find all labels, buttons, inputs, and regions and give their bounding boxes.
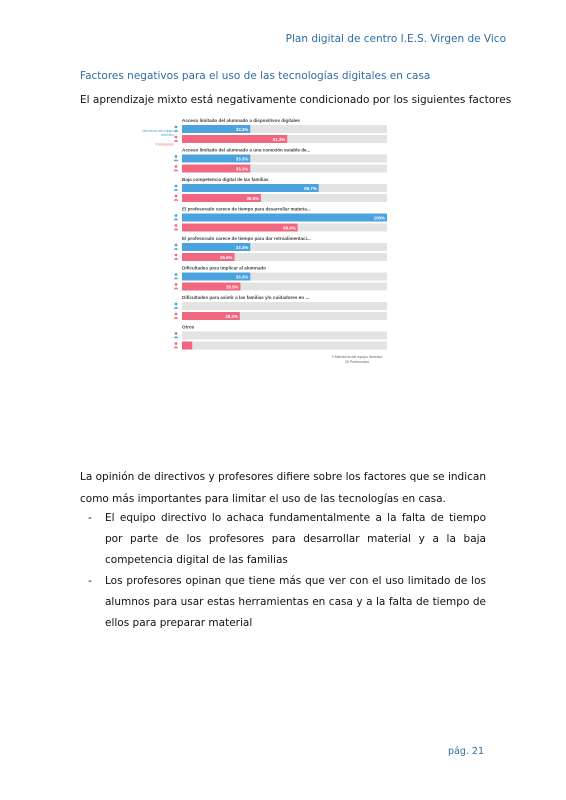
legend-label-directivos-cont: directivo xyxy=(161,133,174,137)
person-icon xyxy=(174,165,179,171)
bar xyxy=(182,184,319,192)
category-label: Acceso limitado del alumnado a una conexión estable de... xyxy=(182,147,311,153)
bullet-item xyxy=(80,508,486,571)
bullet-list xyxy=(80,508,486,634)
bar-track xyxy=(182,342,387,350)
bullet-text: Los profesores opinan que tiene más que ver con el uso limitado de los alumnos para usar estas herramientas en casa y a la falta de tiempo de ellos para preparar material xyxy=(105,575,486,629)
person-icon xyxy=(174,224,179,230)
category-label: Dificultades para implicar al alumnado xyxy=(182,265,266,271)
person-icon xyxy=(174,254,179,260)
dash-marker: - xyxy=(88,575,92,587)
data-label: 33.3% xyxy=(235,156,249,162)
section-heading: Factores negativos para el uso de las tecnologías digitales en casa xyxy=(80,70,431,82)
data-label: 51.3% xyxy=(272,136,286,142)
category-label: Otros xyxy=(182,324,195,330)
data-label: 56.4% xyxy=(283,225,296,231)
person-icon xyxy=(174,214,179,220)
bullet-item xyxy=(80,571,486,634)
intro-sentence: El aprendizaje mixto está negativamente condicionado por los siguientes factores xyxy=(80,94,512,106)
page-number: pág. 21 xyxy=(447,746,484,757)
category-label: El profesorado carece de tiempo para desarrollar materia... xyxy=(182,206,311,212)
chart-footnote: 39 Profesorado xyxy=(344,360,370,364)
chart-footnote: 3 Miembros del equipo directivo xyxy=(331,355,383,359)
factors-bar-chart xyxy=(130,112,410,452)
data-label: 28.5% xyxy=(225,284,239,290)
body-paragraph: La opinión de directivos y profesores difiere sobre los factores que se indican como más importantes para limitar el uso de las tecnologías en casa. xyxy=(80,471,486,505)
data-label: 28.2% xyxy=(225,313,238,319)
person-icon xyxy=(174,313,179,319)
person-icon xyxy=(174,342,179,348)
legend-label-directivos: Miembros del equipo xyxy=(142,129,174,133)
bullet-text: El equipo directivo lo achaca fundamentalmente a la falta de tiempo por parte de los profesores para desarrollar material y a la baja competencia digital de las familias xyxy=(105,512,486,566)
person-icon xyxy=(174,332,179,338)
category-label: Acceso limitado del alumnado a dispositivos digitales xyxy=(182,118,300,123)
bar-track xyxy=(182,302,387,310)
legend-label-profesorado: Profesorado xyxy=(155,142,174,147)
person-icon xyxy=(174,126,179,132)
data-label: 66.7% xyxy=(304,185,317,191)
person-icon xyxy=(174,303,179,309)
category-label: Dificultades para asistir a las familias y/o cuidadores en ... xyxy=(182,295,310,300)
document-header: Plan digital de centro I.E.S. Virgen de Vico xyxy=(285,33,506,45)
person-icon xyxy=(174,185,179,191)
person-icon xyxy=(174,283,179,289)
data-label: 100% xyxy=(373,215,385,221)
person-icon xyxy=(174,273,179,279)
bar-track xyxy=(182,332,387,340)
dash-marker: - xyxy=(88,512,92,524)
bar xyxy=(182,224,298,232)
bar xyxy=(182,214,387,222)
person-icon xyxy=(174,155,179,161)
person-icon xyxy=(174,136,179,142)
person-icon xyxy=(174,244,179,250)
bar xyxy=(182,342,192,350)
category-label: Baja competencia digital de las familias xyxy=(182,177,269,182)
data-label: 33.3% xyxy=(235,274,249,280)
data-label: 33.3% xyxy=(235,126,249,132)
data-label: 25.6% xyxy=(220,254,233,260)
person-icon xyxy=(174,195,179,201)
data-label: 33.3% xyxy=(235,244,249,250)
data-label: 38.5% xyxy=(246,195,259,201)
bar xyxy=(182,135,287,143)
data-label: 33.3% xyxy=(235,166,249,172)
category-label: El profesorado carece de tiempo para dar retroalimentaci... xyxy=(182,236,311,241)
